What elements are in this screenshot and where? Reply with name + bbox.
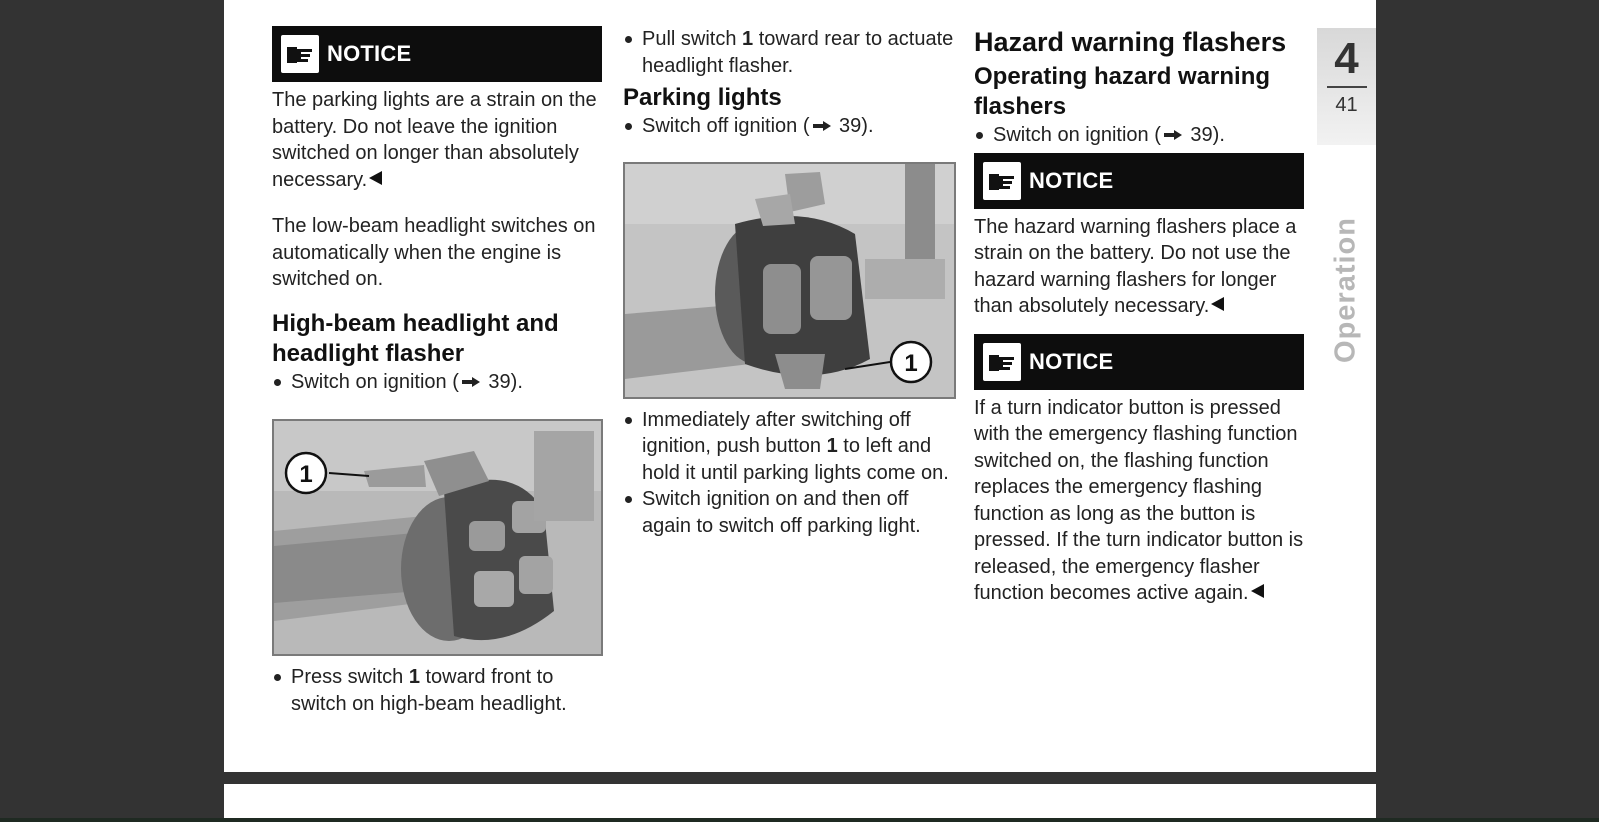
next-page-edge bbox=[224, 784, 1376, 822]
notice-hand-icon bbox=[281, 35, 319, 73]
end-marker-icon bbox=[1251, 584, 1264, 598]
notice-label: NOTICE bbox=[1029, 348, 1114, 374]
notice-text: If a turn indicator button is pressed with the emergency flashing function switched on, the flashing function replaces the emergency flashing function as long as the button is pressed. If the turn indicator button is released, the emergency flasher function becomes active again. bbox=[974, 396, 1304, 604]
section-heading-parking-lights: Parking lights bbox=[623, 84, 782, 111]
bullet-list bbox=[623, 26, 955, 79]
section-heading-high-beam: High-beam headlight and headlight flasher bbox=[272, 309, 559, 367]
end-marker-icon bbox=[1211, 297, 1224, 311]
list-item: Immediately after switching off ignition, push button 1 to left and hold it until parking lights come on. bbox=[623, 407, 955, 487]
handlebar-switch-photo-left bbox=[272, 419, 603, 656]
manual-page bbox=[224, 0, 1376, 772]
list-item: Switch on ignition ( 39). bbox=[974, 122, 1304, 149]
notice-text: The parking lights are a strain on the battery. Do not leave the ignition switched on longer than absolutely necessary. bbox=[272, 89, 597, 191]
column-right bbox=[974, 26, 1304, 607]
notice-label: NOTICE bbox=[327, 41, 412, 66]
callout-number: 1 bbox=[904, 349, 918, 377]
bullet-list bbox=[974, 122, 1304, 149]
page-number: 41 bbox=[1335, 94, 1358, 116]
divider bbox=[1327, 86, 1367, 88]
page-ref-arrow-icon bbox=[462, 377, 480, 387]
column-left bbox=[272, 26, 602, 717]
page-ref-arrow-icon bbox=[813, 121, 831, 131]
notice-text: The hazard warning flashers place a strain on the battery. Do not use the hazard warning flashers for longer than absolutely necessary. bbox=[974, 215, 1297, 317]
bullet-list bbox=[272, 369, 602, 396]
column-middle bbox=[623, 26, 955, 539]
bullet-list bbox=[623, 407, 955, 540]
section-side-label: Operation bbox=[1329, 217, 1362, 363]
notice-banner bbox=[974, 334, 1304, 390]
list-item: Press switch 1 toward front to switch on high-beam headlight. bbox=[272, 664, 602, 717]
list-item: Pull switch 1 toward rear to actuate headlight flasher. bbox=[623, 26, 955, 79]
list-item: Switch off ignition ( 39). bbox=[623, 113, 955, 140]
chapter-tab bbox=[1317, 28, 1376, 145]
callout-number: 1 bbox=[299, 461, 313, 488]
bullet-list bbox=[272, 664, 602, 717]
list-item: Switch on ignition ( 39). bbox=[272, 369, 602, 396]
chapter-number: 4 bbox=[1334, 34, 1359, 83]
notice-banner bbox=[272, 26, 602, 82]
subheading-operating-hazard: Operating hazard warning flashers bbox=[974, 63, 1271, 120]
notice-banner bbox=[974, 153, 1304, 209]
page-ref-arrow-icon bbox=[1164, 130, 1182, 140]
notice-label: NOTICE bbox=[1029, 167, 1114, 193]
bottom-strip bbox=[0, 818, 1599, 822]
notice-hand-icon bbox=[983, 343, 1021, 381]
body-paragraph: The low-beam headlight switches on automatically when the engine is switched on. bbox=[272, 215, 596, 290]
end-marker-icon bbox=[369, 171, 382, 185]
handlebar-switch-photo-right bbox=[623, 162, 956, 399]
bullet-list bbox=[623, 113, 955, 140]
list-item: Switch ignition on and then off again to switch off parking light. bbox=[623, 486, 955, 539]
section-heading-hazard: Hazard warning flashers bbox=[974, 27, 1287, 57]
notice-hand-icon bbox=[983, 162, 1021, 200]
